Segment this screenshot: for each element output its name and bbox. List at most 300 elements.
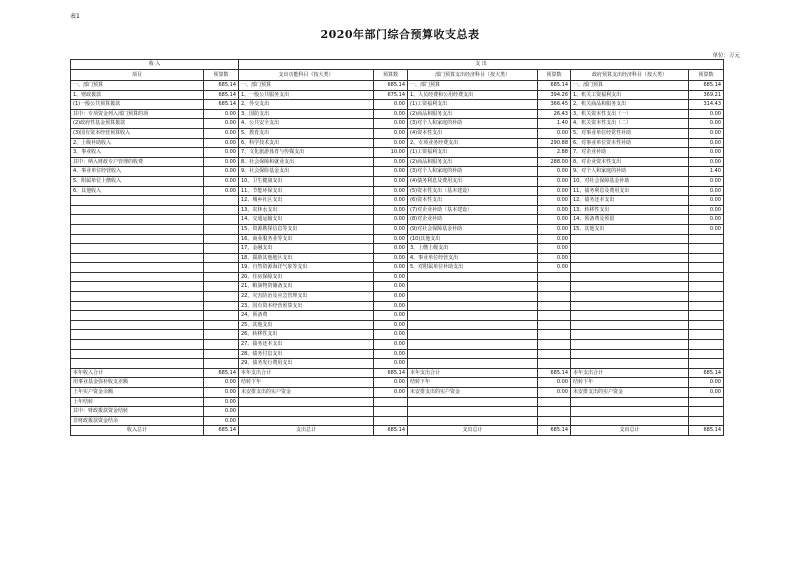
cell-function-amount: 0.00 bbox=[374, 100, 408, 110]
cell-function-item: 4、公共安全支出 bbox=[239, 119, 374, 129]
col-header-gov-econ-item: 政府预算支出经济科目（按大类） bbox=[571, 70, 689, 81]
income-group-header: 收 入 bbox=[71, 60, 239, 70]
cell-income-amount bbox=[204, 301, 239, 311]
cell-dept-econ-amount: 0.00 bbox=[538, 205, 571, 215]
table-row bbox=[71, 263, 724, 273]
cell-dept-econ-amount: 0.00 bbox=[538, 388, 571, 398]
cell-dept-econ-amount bbox=[538, 320, 571, 330]
cell-dept-econ-item: 支出总计 bbox=[408, 426, 538, 436]
cell-gov-econ-amount: 0.00 bbox=[689, 128, 724, 138]
cell-function-item: 8、社会保障和就业支出 bbox=[239, 157, 374, 167]
table-number: 表1 bbox=[70, 13, 80, 20]
cell-income-item bbox=[71, 301, 204, 311]
cell-function-item: 25、其他支出 bbox=[239, 320, 374, 330]
table-row bbox=[71, 349, 724, 359]
cell-income-item bbox=[71, 359, 204, 369]
cell-gov-econ-item bbox=[571, 272, 689, 282]
table-row bbox=[71, 416, 724, 426]
page-title: 2020年部门综合预算收支总表 bbox=[320, 28, 480, 41]
cell-gov-econ-amount bbox=[689, 397, 724, 407]
cell-dept-econ-amount: 685.14 bbox=[538, 426, 571, 436]
cell-dept-econ-item: 2、专项业务经费支出 bbox=[408, 138, 538, 148]
cell-income-item: (2)政府性基金预算拨款 bbox=[71, 119, 204, 129]
cell-gov-econ-item bbox=[571, 349, 689, 359]
cell-gov-econ-item bbox=[571, 320, 689, 330]
cell-function-item: 未安排支出的实户资金 bbox=[239, 388, 374, 398]
cell-dept-econ-item: 未安排支出的实户资金 bbox=[408, 388, 538, 398]
cell-function-item bbox=[239, 407, 374, 417]
cell-dept-econ-amount: 290.88 bbox=[538, 138, 571, 148]
cell-gov-econ-item: 13、转移性支出 bbox=[571, 205, 689, 215]
cell-dept-econ-item: 本年支出合计 bbox=[408, 368, 538, 378]
table-row bbox=[71, 292, 724, 302]
cell-function-item: 9、社会保险基金支出 bbox=[239, 167, 374, 177]
cell-gov-econ-item bbox=[571, 301, 689, 311]
cell-gov-econ-item bbox=[571, 311, 689, 321]
cell-function-amount: 0.00 bbox=[374, 388, 408, 398]
cell-income-amount bbox=[204, 234, 239, 244]
table-row bbox=[71, 205, 724, 215]
cell-function-amount: 0.00 bbox=[374, 186, 408, 196]
cell-function-amount: 0.00 bbox=[374, 330, 408, 340]
unit-label: 单位：万元 bbox=[712, 53, 740, 59]
table-row bbox=[71, 186, 724, 196]
cell-gov-econ-amount bbox=[689, 292, 724, 302]
cell-dept-econ-item: (7)对企业补助（基本建设） bbox=[408, 205, 538, 215]
cell-function-item: 24、预备费 bbox=[239, 311, 374, 321]
cell-gov-econ-item: 结转下年 bbox=[571, 378, 689, 388]
cell-income-item: (1)一般公共预算拨款 bbox=[71, 100, 204, 110]
cell-income-item: 5、附属单位上缴收入 bbox=[71, 176, 204, 186]
cell-income-item: 其中：专项资金列入部门预算的项 bbox=[71, 109, 204, 119]
cell-gov-econ-amount: 685.14 bbox=[689, 81, 724, 91]
cell-dept-econ-amount: 0.00 bbox=[538, 234, 571, 244]
cell-income-amount bbox=[204, 272, 239, 282]
cell-income-item bbox=[71, 224, 204, 234]
cell-income-item bbox=[71, 253, 204, 263]
cell-income-amount bbox=[204, 244, 239, 254]
table-row bbox=[71, 320, 724, 330]
cell-function-amount: 0.00 bbox=[374, 359, 408, 369]
cell-dept-econ-amount: 0.00 bbox=[538, 253, 571, 263]
cell-dept-econ-item: (2)商品和服务支出 bbox=[408, 157, 538, 167]
table-row bbox=[71, 224, 724, 234]
cell-gov-econ-amount bbox=[689, 272, 724, 282]
cell-function-item: 1、一般公共服务支出 bbox=[239, 90, 374, 100]
cell-income-amount: 0.00 bbox=[204, 378, 239, 388]
cell-function-amount: 0.00 bbox=[374, 263, 408, 273]
cell-dept-econ-item: (3)对个人和家庭的补助 bbox=[408, 167, 538, 177]
cell-dept-econ-amount: 0.00 bbox=[538, 244, 571, 254]
cell-dept-econ-amount: 288.00 bbox=[538, 157, 571, 167]
cell-gov-econ-item: 12、债务还本支出 bbox=[571, 196, 689, 206]
col-header-dept-econ-amount: 预算数 bbox=[538, 70, 571, 81]
cell-function-amount: 0.00 bbox=[374, 109, 408, 119]
table-row bbox=[71, 138, 724, 148]
cell-income-item bbox=[71, 330, 204, 340]
cell-function-item: 支出总计 bbox=[239, 426, 374, 436]
budget-table bbox=[70, 59, 724, 436]
table-row bbox=[71, 282, 724, 292]
cell-dept-econ-amount: 2.88 bbox=[538, 148, 571, 158]
cell-dept-econ-item: 1、人员经费和公用经费支出 bbox=[408, 90, 538, 100]
cell-dept-econ-item: (1)工资福利支出 bbox=[408, 100, 538, 110]
table-row bbox=[71, 90, 724, 100]
cell-dept-econ-amount: 0.00 bbox=[538, 167, 571, 177]
cell-function-item bbox=[239, 397, 374, 407]
cell-function-amount: 0.00 bbox=[374, 224, 408, 234]
cell-dept-econ-item: 3、上缴上级支出 bbox=[408, 244, 538, 254]
cell-function-amount: 0.00 bbox=[374, 253, 408, 263]
cell-income-amount bbox=[204, 292, 239, 302]
cell-function-amount: 685.14 bbox=[374, 368, 408, 378]
cell-gov-econ-amount: 0.00 bbox=[689, 148, 724, 158]
table-row bbox=[71, 119, 724, 129]
cell-dept-econ-amount: 1.40 bbox=[538, 119, 571, 129]
cell-dept-econ-amount: 0.00 bbox=[538, 176, 571, 186]
cell-function-amount: 675.14 bbox=[374, 90, 408, 100]
cell-gov-econ-item bbox=[571, 397, 689, 407]
cell-function-amount: 685.14 bbox=[374, 426, 408, 436]
cell-gov-econ-item bbox=[571, 330, 689, 340]
cell-function-item: 28、债务付息支出 bbox=[239, 349, 374, 359]
cell-dept-econ-amount bbox=[538, 292, 571, 302]
cell-gov-econ-amount bbox=[689, 416, 724, 426]
cell-gov-econ-amount bbox=[689, 253, 724, 263]
cell-income-amount: 0.00 bbox=[204, 138, 239, 148]
cell-gov-econ-item bbox=[571, 416, 689, 426]
cell-function-amount: 0.00 bbox=[374, 282, 408, 292]
cell-income-amount bbox=[204, 349, 239, 359]
cell-income-item bbox=[71, 311, 204, 321]
table-row bbox=[71, 330, 724, 340]
cell-income-amount bbox=[204, 263, 239, 273]
cell-gov-econ-item: 11、债务利息及费用支出 bbox=[571, 186, 689, 196]
cell-gov-econ-amount: 685.14 bbox=[689, 426, 724, 436]
cell-income-item bbox=[71, 196, 204, 206]
cell-gov-econ-amount: 1.40 bbox=[689, 167, 724, 177]
cell-income-amount: 0.00 bbox=[204, 416, 239, 426]
cell-gov-econ-amount bbox=[689, 340, 724, 350]
cell-income-item bbox=[71, 272, 204, 282]
cell-function-item: 18、援助其他地区支出 bbox=[239, 253, 374, 263]
cell-income-amount: 685.14 bbox=[204, 368, 239, 378]
cell-dept-econ-amount bbox=[538, 397, 571, 407]
cell-gov-econ-item: 7、对企业补助 bbox=[571, 148, 689, 158]
cell-income-amount: 0.00 bbox=[204, 186, 239, 196]
table-row bbox=[71, 388, 724, 398]
cell-dept-econ-item bbox=[408, 359, 538, 369]
cell-income-item bbox=[71, 205, 204, 215]
cell-dept-econ-amount: 0.00 bbox=[538, 128, 571, 138]
cell-dept-econ-amount: 0.00 bbox=[538, 186, 571, 196]
cell-gov-econ-item bbox=[571, 340, 689, 350]
cell-dept-econ-item: (2)商品和服务支出 bbox=[408, 109, 538, 119]
cell-income-amount: 0.00 bbox=[204, 119, 239, 129]
cell-dept-econ-item: 4、事业单位经营支出 bbox=[408, 253, 538, 263]
cell-function-item: 10、卫生健康支出 bbox=[239, 176, 374, 186]
cell-income-amount bbox=[204, 340, 239, 350]
cell-income-item: 3、事业收入 bbox=[71, 148, 204, 158]
col-header-dept-econ-item: 部门预算支出经济科目（按大类） bbox=[408, 70, 538, 81]
cell-function-amount: 0.00 bbox=[374, 340, 408, 350]
cell-income-item: 收入总计 bbox=[71, 426, 204, 436]
col-header-income-item: 项目 bbox=[71, 70, 204, 81]
table-row bbox=[71, 215, 724, 225]
table-row bbox=[71, 397, 724, 407]
cell-function-amount: 0.00 bbox=[374, 272, 408, 282]
table-row bbox=[71, 128, 724, 138]
cell-gov-econ-amount: 369.21 bbox=[689, 90, 724, 100]
cell-gov-econ-amount: 0.00 bbox=[689, 224, 724, 234]
cell-gov-econ-amount: 0.00 bbox=[689, 205, 724, 215]
cell-dept-econ-item: (8)对企业补助 bbox=[408, 215, 538, 225]
cell-income-amount: 0.00 bbox=[204, 397, 239, 407]
cell-gov-econ-amount bbox=[689, 320, 724, 330]
cell-function-item: 3、国防支出 bbox=[239, 109, 374, 119]
cell-function-item: 2、外交支出 bbox=[239, 100, 374, 110]
cell-dept-econ-item bbox=[408, 416, 538, 426]
cell-gov-econ-item bbox=[571, 263, 689, 273]
cell-dept-econ-amount: 685.14 bbox=[538, 368, 571, 378]
table-row bbox=[71, 340, 724, 350]
cell-dept-econ-amount bbox=[538, 340, 571, 350]
cell-dept-econ-amount: 0.00 bbox=[538, 263, 571, 273]
cell-function-item: 一、部门预算 bbox=[239, 81, 374, 91]
cell-income-item bbox=[71, 292, 204, 302]
cell-income-item: 非财政拨款资金结余 bbox=[71, 416, 204, 426]
cell-function-item: 20、住房保障支出 bbox=[239, 272, 374, 282]
cell-gov-econ-item: 6、对事业单位资本性补助 bbox=[571, 138, 689, 148]
cell-dept-econ-item: (4)债务利息及费用支出 bbox=[408, 176, 538, 186]
cell-function-item: 7、文化旅游体育与传媒支出 bbox=[239, 148, 374, 158]
cell-income-amount: 0.00 bbox=[204, 157, 239, 167]
cell-dept-econ-amount bbox=[538, 349, 571, 359]
cell-gov-econ-amount bbox=[689, 263, 724, 273]
cell-income-amount bbox=[204, 215, 239, 225]
cell-income-item: 用事业基金弥补收支差额 bbox=[71, 378, 204, 388]
cell-gov-econ-item bbox=[571, 282, 689, 292]
cell-gov-econ-item: 一、部门预算 bbox=[571, 81, 689, 91]
cell-income-amount: 0.00 bbox=[204, 148, 239, 158]
cell-gov-econ-amount bbox=[689, 234, 724, 244]
cell-dept-econ-amount: 366.45 bbox=[538, 100, 571, 110]
cell-dept-econ-item: (9)对社会保障基金补助 bbox=[408, 224, 538, 234]
cell-function-amount: 0.00 bbox=[374, 349, 408, 359]
cell-function-amount: 0.00 bbox=[374, 128, 408, 138]
cell-income-item bbox=[71, 282, 204, 292]
cell-gov-econ-item: 未安排支出的实户资金 bbox=[571, 388, 689, 398]
cell-income-item bbox=[71, 244, 204, 254]
cell-gov-econ-amount: 0.00 bbox=[689, 176, 724, 186]
col-header-income-amount: 预算数 bbox=[204, 70, 239, 81]
cell-function-amount: 0.00 bbox=[374, 234, 408, 244]
cell-gov-econ-amount bbox=[689, 301, 724, 311]
cell-income-item: (3)国有资本经营预算收入 bbox=[71, 128, 204, 138]
cell-gov-econ-amount bbox=[689, 359, 724, 369]
table-row bbox=[71, 378, 724, 388]
cell-gov-econ-amount: 314.43 bbox=[689, 100, 724, 110]
table-row bbox=[71, 272, 724, 282]
cell-income-amount bbox=[204, 311, 239, 321]
table-row bbox=[71, 148, 724, 158]
cell-function-amount: 0.00 bbox=[374, 119, 408, 129]
cell-income-item bbox=[71, 234, 204, 244]
cell-function-item: 结转下年 bbox=[239, 378, 374, 388]
cell-function-item: 6、科学技术支出 bbox=[239, 138, 374, 148]
cell-function-item: 17、金融支出 bbox=[239, 244, 374, 254]
cell-income-item bbox=[71, 320, 204, 330]
cell-gov-econ-amount: 0.00 bbox=[689, 196, 724, 206]
cell-dept-econ-item bbox=[408, 292, 538, 302]
cell-income-amount: 0.00 bbox=[204, 128, 239, 138]
cell-function-amount: 0.00 bbox=[374, 176, 408, 186]
cell-function-item: 22、灾害防治及应急管理支出 bbox=[239, 292, 374, 302]
cell-income-item: 其中：纳入财政专户管理的收费 bbox=[71, 157, 204, 167]
cell-function-item: 26、转移性支出 bbox=[239, 330, 374, 340]
expense-group-header: 支 出 bbox=[239, 60, 724, 70]
cell-income-amount bbox=[204, 253, 239, 263]
col-header-function-amount: 预算数 bbox=[374, 70, 408, 81]
cell-function-amount: 0.00 bbox=[374, 138, 408, 148]
cell-gov-econ-item: 8、对企业资本性支出 bbox=[571, 157, 689, 167]
cell-function-item: 21、粮油物资储备支出 bbox=[239, 282, 374, 292]
cell-gov-econ-item: 1、机关工资福利支出 bbox=[571, 90, 689, 100]
cell-gov-econ-item: 4、机关资本性支出（二） bbox=[571, 119, 689, 129]
table-row bbox=[71, 196, 724, 206]
cell-dept-econ-item bbox=[408, 330, 538, 340]
cell-income-amount bbox=[204, 330, 239, 340]
cell-function-amount bbox=[374, 397, 408, 407]
table-row bbox=[71, 100, 724, 110]
cell-function-item: 29、债务发行费用支出 bbox=[239, 359, 374, 369]
table-row bbox=[71, 157, 724, 167]
col-header-function-item: 支出功能科目（按大类） bbox=[239, 70, 374, 81]
cell-function-amount: 0.00 bbox=[374, 157, 408, 167]
cell-gov-econ-amount: 685.14 bbox=[689, 368, 724, 378]
cell-income-item: 1、财政拨款 bbox=[71, 90, 204, 100]
cell-function-item: 13、农林水支出 bbox=[239, 205, 374, 215]
cell-gov-econ-item bbox=[571, 292, 689, 302]
cell-function-amount bbox=[374, 416, 408, 426]
cell-income-amount bbox=[204, 196, 239, 206]
cell-gov-econ-amount bbox=[689, 244, 724, 254]
cell-income-item: 6、其他收入 bbox=[71, 186, 204, 196]
cell-gov-econ-item: 10、对社会保障基金补助 bbox=[571, 176, 689, 186]
table-row bbox=[71, 244, 724, 254]
table-row bbox=[71, 359, 724, 369]
cell-income-item bbox=[71, 263, 204, 273]
cell-income-amount bbox=[204, 205, 239, 215]
cell-income-amount: 0.00 bbox=[204, 167, 239, 177]
cell-gov-econ-amount bbox=[689, 282, 724, 292]
cell-income-amount bbox=[204, 359, 239, 369]
cell-dept-econ-item: (1)工资福利支出 bbox=[408, 148, 538, 158]
cell-gov-econ-amount: 0.00 bbox=[689, 119, 724, 129]
cell-dept-econ-amount bbox=[538, 330, 571, 340]
cell-dept-econ-amount: 0.00 bbox=[538, 215, 571, 225]
cell-income-amount bbox=[204, 224, 239, 234]
col-header-gov-econ-amount: 预算数 bbox=[689, 70, 724, 81]
cell-dept-econ-amount: 26.43 bbox=[538, 109, 571, 119]
cell-income-amount: 0.00 bbox=[204, 109, 239, 119]
cell-dept-econ-amount bbox=[538, 359, 571, 369]
cell-income-item: 其中：财政拨款资金结转 bbox=[71, 407, 204, 417]
cell-dept-econ-item bbox=[408, 282, 538, 292]
cell-dept-econ-item: (4)资本性支出 bbox=[408, 128, 538, 138]
cell-income-amount: 0.00 bbox=[204, 388, 239, 398]
cell-income-amount bbox=[204, 282, 239, 292]
cell-function-amount: 0.00 bbox=[374, 320, 408, 330]
cell-function-amount: 0.00 bbox=[374, 311, 408, 321]
cell-function-amount: 0.00 bbox=[374, 244, 408, 254]
cell-income-item: 本年收入合计 bbox=[71, 368, 204, 378]
cell-gov-econ-amount: 0.00 bbox=[689, 138, 724, 148]
cell-dept-econ-amount bbox=[538, 301, 571, 311]
cell-function-amount: 0.00 bbox=[374, 196, 408, 206]
cell-gov-econ-amount: 0.00 bbox=[689, 109, 724, 119]
cell-gov-econ-amount: 0.00 bbox=[689, 186, 724, 196]
cell-gov-econ-item: 5、对事业单位经常性补助 bbox=[571, 128, 689, 138]
table-row bbox=[71, 81, 724, 91]
cell-function-item: 27、债务还本支出 bbox=[239, 340, 374, 350]
cell-gov-econ-amount: 0.00 bbox=[689, 378, 724, 388]
cell-dept-econ-item bbox=[408, 272, 538, 282]
cell-dept-econ-item bbox=[408, 349, 538, 359]
cell-dept-econ-item bbox=[408, 340, 538, 350]
cell-income-item: 上年实户资金余额 bbox=[71, 388, 204, 398]
cell-gov-econ-item bbox=[571, 244, 689, 254]
cell-dept-econ-item bbox=[408, 311, 538, 321]
cell-gov-econ-amount bbox=[689, 407, 724, 417]
cell-income-item bbox=[71, 349, 204, 359]
cell-income-amount: 0.00 bbox=[204, 176, 239, 186]
cell-function-amount bbox=[374, 407, 408, 417]
table-row bbox=[71, 234, 724, 244]
cell-function-item: 23、国有资本经营预算支出 bbox=[239, 301, 374, 311]
cell-dept-econ-item bbox=[408, 320, 538, 330]
cell-dept-econ-item: 5、对附属单位补助支出 bbox=[408, 263, 538, 273]
cell-income-amount: 0.00 bbox=[204, 407, 239, 417]
cell-gov-econ-amount bbox=[689, 311, 724, 321]
cell-income-amount bbox=[204, 320, 239, 330]
cell-function-amount: 0.00 bbox=[374, 301, 408, 311]
cell-function-amount: 0.00 bbox=[374, 215, 408, 225]
cell-dept-econ-amount bbox=[538, 282, 571, 292]
cell-function-amount: 0.00 bbox=[374, 292, 408, 302]
cell-dept-econ-amount: 0.00 bbox=[538, 378, 571, 388]
cell-income-item bbox=[71, 340, 204, 350]
cell-income-amount: 685.14 bbox=[204, 100, 239, 110]
cell-function-item: 15、资源勘探信息等支出 bbox=[239, 224, 374, 234]
table-row bbox=[71, 311, 724, 321]
cell-function-item: 11、节能环保支出 bbox=[239, 186, 374, 196]
cell-gov-econ-item: 本年支出合计 bbox=[571, 368, 689, 378]
cell-income-item bbox=[71, 215, 204, 225]
cell-function-item: 14、交通运输支出 bbox=[239, 215, 374, 225]
cell-dept-econ-amount: 0.00 bbox=[538, 224, 571, 234]
table-row bbox=[71, 253, 724, 263]
cell-income-item: 2、上级补助收入 bbox=[71, 138, 204, 148]
cell-dept-econ-amount: 394.26 bbox=[538, 90, 571, 100]
cell-function-amount: 685.14 bbox=[374, 81, 408, 91]
cell-gov-econ-item bbox=[571, 407, 689, 417]
cell-gov-econ-amount: 0.00 bbox=[689, 157, 724, 167]
cell-dept-econ-amount bbox=[538, 416, 571, 426]
cell-gov-econ-item bbox=[571, 234, 689, 244]
table-row bbox=[71, 368, 724, 378]
table-row bbox=[71, 167, 724, 177]
